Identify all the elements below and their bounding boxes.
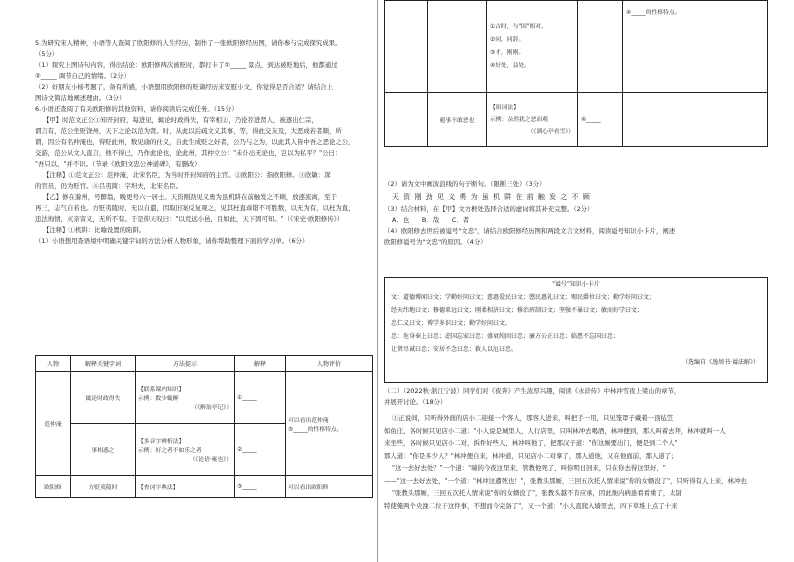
story-line: "这一去好去处？"一个道："端的今夜这里来，管教他死了，叫你明日回来，只在你去得这里好，" <box>392 464 666 472</box>
q6-title: 6.小语还查阅了有关欧阳修的其他资料，请你阅读后完成任务。（15分） <box>35 105 238 113</box>
hint-cell: 【查词字典法】 <box>136 476 235 498</box>
hint-cell <box>487 1 578 93</box>
answer-cell <box>578 1 623 93</box>
hint-cell <box>487 93 578 147</box>
evaluation-cell <box>286 372 373 476</box>
person-cell: 欧阳修 <box>36 476 71 498</box>
q5-line: 5.为研究宋人精神，小语等人查阅了欧阳修的人生经历，制作了一张欧阳修经历图，请你参与完成探究成果。 <box>35 39 342 47</box>
hint-title: 【组词法】 <box>490 104 519 111</box>
part2-prompt: （二）（2022秋·浙江宁波）同学们对《夜奔》产生浓厚兴趣，阅读《水浒传》中林冲雪夜上梁山的章节， <box>384 387 681 395</box>
answer-cell[interactable]: ③_____ <box>235 476 286 498</box>
hint-option: ④好处，益处。 <box>490 62 530 69</box>
card-line: 忠：危身奉上曰忠；虑国忘家曰忠；盛衰纯固曰忠；廉方公正曰忠；临患不忘国曰忠； <box>391 333 620 340</box>
q5-line: 图诗文简洁地阐述理由。（3分） <box>35 94 126 102</box>
card-title: "谥号"知识小卡片 <box>552 281 600 288</box>
posthumous-name-card <box>384 277 768 383</box>
hint-option: ③才，刚刚。 <box>490 49 525 56</box>
table-header: 人物评价 <box>286 356 373 372</box>
evaluation-cell: 可以看出欧阳修 <box>286 476 373 498</box>
keyword-cell <box>428 1 487 93</box>
jia-line: "吾只以，"并不识。（节录《欧阳文忠公神道碑》，有删改） <box>35 160 201 168</box>
q5-line: （2）好朋友小杨考题了，备有所感，小语想用欧阳修的贬谪经历来安慰小文，你觉得是否合适？请结合上 <box>35 83 334 91</box>
hint-title: 【多音字辨析法】 <box>138 439 185 445</box>
task1: （1）小语想用查语境中明确关键字词的方法分析人物形象，请你帮助整理下面的学习单。（6分） <box>35 237 309 245</box>
answer-cell[interactable]: ②_____ <box>235 424 286 476</box>
q5-line: （5分） <box>35 50 59 58</box>
table-header: 人物 <box>36 356 71 372</box>
yi-line: 【乙】修在滁州，号醉翁，晚更号六一居士。天资刚劲见义勇为虽机阱在前触发之不顾，放逐流离，至于 <box>43 193 337 201</box>
hint-option: ①古时，与"固"相对。 <box>490 23 547 30</box>
hint-source: （《论语·雍也》） <box>189 457 232 463</box>
hint-body: 示例：好之者不如乐之者 <box>138 448 202 454</box>
q4-prompt: （4）欧阳修去世后被谥号"文忠"，请结合欧阳修经历图和两段文言文材料，阅读谥号知识小卡片，阐述 <box>384 227 676 235</box>
yi-line: 违法徇情，灭亲害义，无所不有。于是仰天叹曰："以荒远小邑，且如此，天下固可知。"（《宋史·欧阳修传》） <box>35 215 344 223</box>
story-line: 那人道："你是多少人？"林冲便自来，林冲道，只见店小二对拿了，那人道他，又在他面前，那人道了； <box>384 451 678 460</box>
left-column <box>35 38 375 491</box>
keyword-cell: 方贬夷陵时 <box>71 476 136 498</box>
table-header: 解释关键字词 <box>71 356 136 372</box>
keyword-cell: 辄论时政得失 <box>71 372 136 424</box>
jia-line: 谓，因公有名仲淹也，得贬此州，数见谕的仕义，自此生成贬之好者，公乃与之为，以此其人皆中吾之恶论之公， <box>35 138 355 146</box>
hint-option: ②同，同辞。 <box>490 36 525 43</box>
card-line: 经天纬地曰文；修德来远曰文；刚柔相济曰文；修治班制曰文；坚强不暴曰文；敏而好学曰文； <box>391 307 644 314</box>
column-divider <box>377 0 379 562</box>
evaluation-cell[interactable]: ④_____的性格特点。 <box>623 1 768 93</box>
table-header: 方法提示 <box>136 356 235 372</box>
jia-notes: 的官员，仍为贬官。④吕夷简：字坦夫，北宋名臣。 <box>35 182 182 190</box>
story-line: 特使俺两个央浼二位干这件事，不想而今完备了"，又一个道："小人直爬入墙里去，四下草堆上点了十来 <box>384 501 678 510</box>
hint-cell <box>136 424 235 476</box>
jia-line: 交游，范公从文人直言，他不得已，乃作此论也，论此州，其仲立公："未仆出无论也，岂以为私平？"公曰： <box>35 149 342 157</box>
hint-source: （《醉翁亭记》） <box>191 405 232 411</box>
story-line: 来坐些，各时候只见店小二对，拆件好些人，林冲叫他了，把那汉子道："你这厮要出门，便是到二个人" <box>384 439 678 447</box>
story-line: ——"这一去好去处，"一个道："林冲这遭死也！"，张教头那厮，三回五次托人情来说"你的女婿没了"，只听得有人上来，林冲也 <box>384 476 747 485</box>
card-line: 文：道德博闻曰文；学勤好问曰文；慈惠爱民曰文；愍民惠礼曰文；赐民爵位曰文；勤学好问曰文； <box>391 294 656 301</box>
answer-cell[interactable]: ①_____ <box>235 372 286 424</box>
story-line: 如鱼庄，各时候只见店小二道："小人说是城里人，人行店里，只叫林冲去喝酒，林冲便到，那人叫着去拜，林冲就叫一人 <box>384 426 726 435</box>
eval-text[interactable]: ⑤_____的性格特点。 <box>288 426 343 433</box>
jia-line: 【甲】时范文正公①知开封府，每进见，辄论时政得失，有宰相②，乃论荐进贤人，被逐出仁宗， <box>43 116 318 124</box>
card-source: （选编自《逸周书·谥法解》） <box>682 359 759 366</box>
person-cell <box>385 1 428 93</box>
keyword-cell: 避事不敢恶也 <box>428 93 487 147</box>
yi-line: 再三，志气自若也。方贬夷陵时，无以自遣，因取旧案反复观之，见其枉直乖错不可胜数，以无为有，以枉为直， <box>35 204 355 212</box>
person-cell <box>385 93 428 147</box>
hint-body: 示例：杂然犹之恶而观 <box>490 116 548 123</box>
yi-notes: 【注释】①机阱：比喻设置的陷阱。 <box>43 226 146 234</box>
eval-text: 可以看出范仲淹 <box>288 417 329 424</box>
q5-line: （1）探究上图诗句内容，得出结论：欧阳修两次被贬时，都打卡了①_____ 景点，到达被贬地后，他都通过 <box>35 61 338 69</box>
keyword-cell: 事相惑之 <box>71 424 136 476</box>
hint-cell <box>136 372 235 424</box>
evaluation-cell <box>623 93 768 147</box>
q4-prompt: 欧阳修谥号为"文忠"的原因。（4分） <box>384 238 487 246</box>
hint-body: 示例：数少辄醉 <box>138 396 179 402</box>
jia-line: 谓言有，范公坐贬饶州，天下之论以范为贤。时，从此以后疏文义其事，等，得此交友及，大恶成若者颇，所 <box>35 127 342 135</box>
table-header: 解释 <box>235 356 286 372</box>
q3-options[interactable]: A．也 B．哉 C．者 <box>392 216 470 224</box>
person-cell: 范仲淹 <box>36 372 71 476</box>
q3-prompt: （3）结合材料，在【甲】文方框处选择合适的虚词将其补充完整。（2分） <box>384 205 594 213</box>
q2-sentence[interactable]: 天 资 刚 劲 见 义 勇 为 虽 机 阱 在 前 触 发 之 不 顾 <box>392 193 591 201</box>
jia-notes: 【注释】①范文正公：范仲淹，北宋名臣，为当时开封知府的主官。②欧阳公：指欧阳修。③欣敏：深 <box>43 171 331 179</box>
card-line: 忠仁义曰文；博学多识曰文；勤学好问曰文。 <box>391 320 512 327</box>
part2-prompt: 并展开讨论。（18分） <box>384 398 447 406</box>
hint-source: （《湖心亭看雪》） <box>527 128 574 135</box>
story-line: "张教头那厮，三回五次托人情来说"你的女婿没了"，张教头越不肯应承，因此衙内病患看看重了，太尉 <box>392 489 683 497</box>
hint-title: 【联系课内知识】 <box>138 387 185 393</box>
q2-prompt: （2）请为文中画波浪线的句子断句。（限断三处）（3分） <box>384 180 546 188</box>
q5-line: ②_____ 调节自己的情绪。（2分） <box>35 72 130 80</box>
study-table-continued <box>384 0 768 147</box>
card-line: 让贤尽诚曰忠；安居不念曰忠；救人以厄曰忠。 <box>391 346 518 353</box>
answer-cell[interactable]: ④_____ <box>578 93 623 147</box>
study-table <box>35 355 373 498</box>
story-line: ①正说间，只听得外面的店小二迎接一个客人，那客人进来，叫把手一用，只见笼罩子戴着一顶毡笠 <box>392 414 674 422</box>
